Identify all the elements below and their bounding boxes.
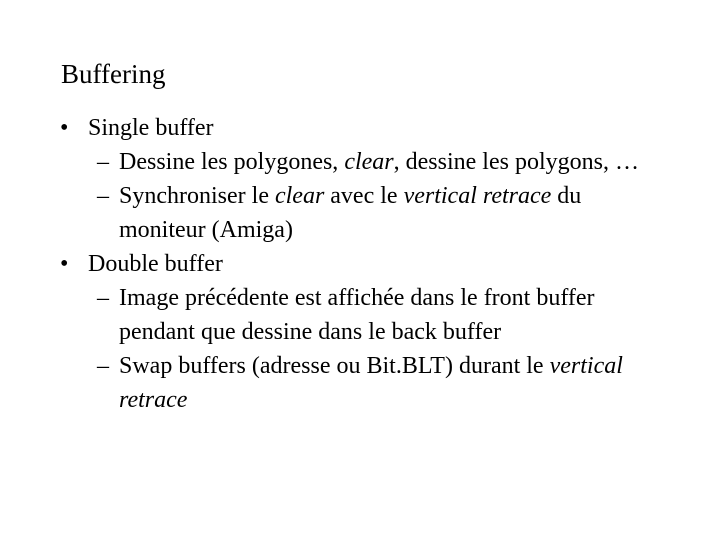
sub-bullet-text [119,145,649,179]
text-run: Synchroniser le [119,183,275,209]
sub-bullet-marker: – [97,149,109,175]
bullet-marker: • [60,251,69,277]
italic-term: clear [274,183,325,209]
slide-body [0,111,720,417]
sub-bullet-text [119,179,649,247]
italic-term: clear [344,149,394,175]
sub-bullet-item [0,349,649,417]
sub-bullet-text [119,281,649,349]
bullet-item [0,111,688,145]
bullet-marker: • [60,115,69,141]
text-run: , dessine les polygons, … [393,149,639,175]
sub-bullet-item [0,145,649,179]
slide-title: Buffering [61,59,166,89]
text-run: Swap buffers (adresse ou Bit.BLT) durant le [119,353,550,379]
text-run: Image précédente est affichée dans le front buffer pendant que dessine dans le back buffer [119,285,595,345]
text-run: avec le [324,183,404,209]
sub-bullet-marker: – [97,285,109,311]
bullet-label: Double buffer [88,251,223,277]
text-run: Dessine les polygones, [119,149,345,175]
sub-bullet-item [0,281,649,349]
sub-bullet-item [0,179,649,247]
bullet-label: Single buffer [88,115,214,141]
sub-bullet-text [119,349,649,417]
text-run: du moniteur (Amiga) [119,183,582,243]
italic-term: vertical retrace [403,183,552,209]
bullet-item [0,247,688,281]
sub-bullet-marker: – [97,183,109,209]
sub-bullet-marker: – [97,353,109,379]
italic-term: vertical retrace [119,353,623,413]
